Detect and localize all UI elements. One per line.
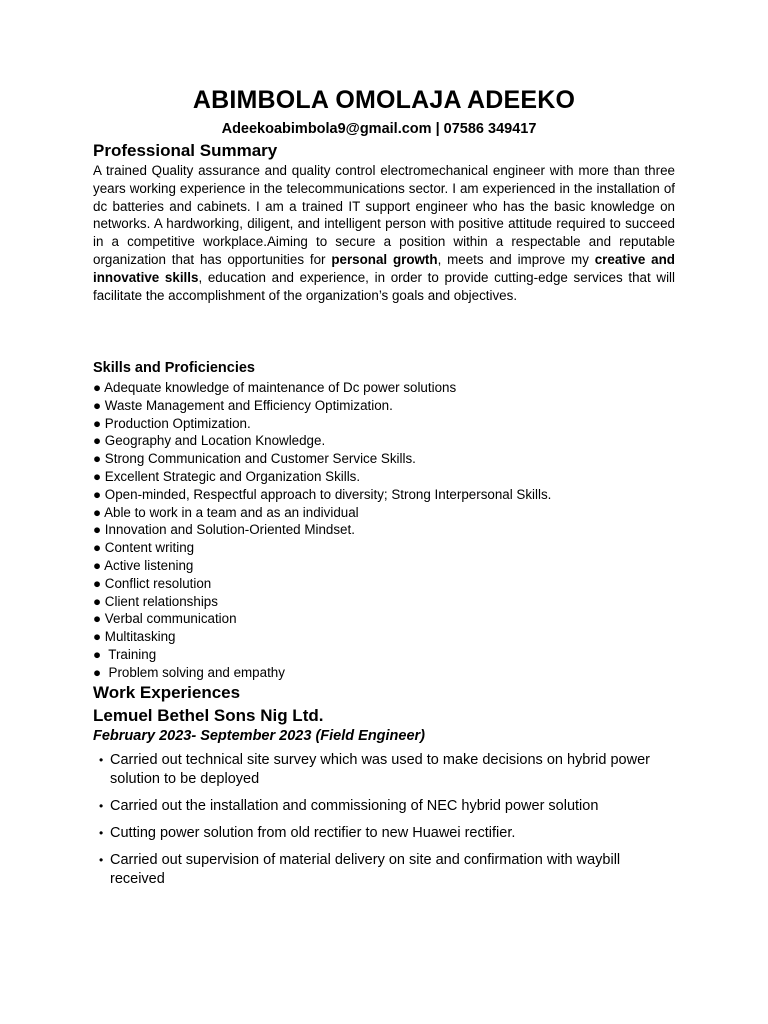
skill-item: ● Multitasking xyxy=(93,629,176,645)
duties-list xyxy=(93,751,673,897)
summary-text-3: , education and experience, in order to provide cutting-edge services that will facilitate the accomplishment of the organization’s goals and objectives. xyxy=(93,269,675,303)
duty-text: Cutting power solution from old rectifier to new Huawei rectifier. xyxy=(110,825,516,841)
duty-item xyxy=(93,824,673,843)
duty-item xyxy=(93,751,673,789)
bullet-icon: • xyxy=(99,853,104,867)
duty-item xyxy=(93,797,673,816)
duty-text: Carried out technical site survey which was used to make decisions on hybrid power solution to be deployed xyxy=(110,752,650,787)
skill-item: ● Excellent Strategic and Organization Skills. xyxy=(93,468,361,484)
skill-item: ● Waste Management and Efficiency Optimization. xyxy=(93,397,393,413)
skill-item: ● Problem solving and empathy xyxy=(93,664,285,680)
duty-text: Carried out the installation and commissioning of NEC hybrid power solution xyxy=(110,798,599,814)
skill-item: ● Adequate knowledge of maintenance of Dc power solutions xyxy=(93,380,457,395)
work-heading: Work Experiences xyxy=(93,683,241,702)
job-period: February 2023- September 2023 (Field Engineer) xyxy=(93,728,426,744)
skill-item: ● Content writing xyxy=(93,540,195,556)
contact-line: Adeekoabimbola9@gmail.com | 07586 349417 xyxy=(221,121,537,137)
skills-heading: Skills and Proficiencies xyxy=(93,360,255,376)
summary-text-1: A trained Quality assurance and quality control electromechanical engineer with more than three years working experience in the telecommunications sector. I am experienced in the installation of dc batteries and cabinets. I am a trained IT support engineer who has the basic knowledge on networks. A hardworking, diligent, and intelligent person with positive attitude required to succeed in a competitive workplace.Aiming to secure a position within a respectable and reputable organization that has opportunities for xyxy=(93,163,675,267)
skill-item: ● Production Optimization. xyxy=(93,415,251,431)
duty-item xyxy=(93,851,673,889)
skill-item: ● Training xyxy=(93,646,157,662)
skill-item: ● Able to work in a team and as an individual xyxy=(93,504,359,520)
skills-list xyxy=(93,379,551,682)
skill-item: ● Geography and Location Knowledge. xyxy=(93,433,326,449)
summary-text-2: , meets and improve my xyxy=(437,251,595,267)
bullet-icon: • xyxy=(99,799,104,813)
bullet-icon: • xyxy=(99,826,104,840)
skill-item: ● Strong Communication and Customer Service Skills. xyxy=(93,451,416,467)
summary-bold-2: creative and innovative skills xyxy=(93,251,675,285)
bullet-icon: • xyxy=(99,753,104,767)
candidate-name: ABIMBOLA OMOLAJA ADEEKO xyxy=(192,86,576,114)
summary-bold-1: personal growth xyxy=(331,251,438,267)
skill-item: ● Client relationships xyxy=(93,593,218,609)
company-name: Lemuel Bethel Sons Nig Ltd. xyxy=(93,706,324,725)
skill-item: ● Active listening xyxy=(93,557,194,573)
skill-item: ● Innovation and Solution-Oriented Mindset. xyxy=(93,522,355,538)
duty-text: Carried out supervision of material delivery on site and confirmation with waybill received xyxy=(110,852,621,887)
summary-heading: Professional Summary xyxy=(93,141,278,160)
skill-item: ● Open-minded, Respectful approach to diversity; Strong Interpersonal Skills. xyxy=(93,486,552,502)
skill-item: ● Verbal communication xyxy=(93,611,237,627)
skill-item: ● Conflict resolution xyxy=(93,575,212,591)
summary-paragraph xyxy=(93,162,675,304)
